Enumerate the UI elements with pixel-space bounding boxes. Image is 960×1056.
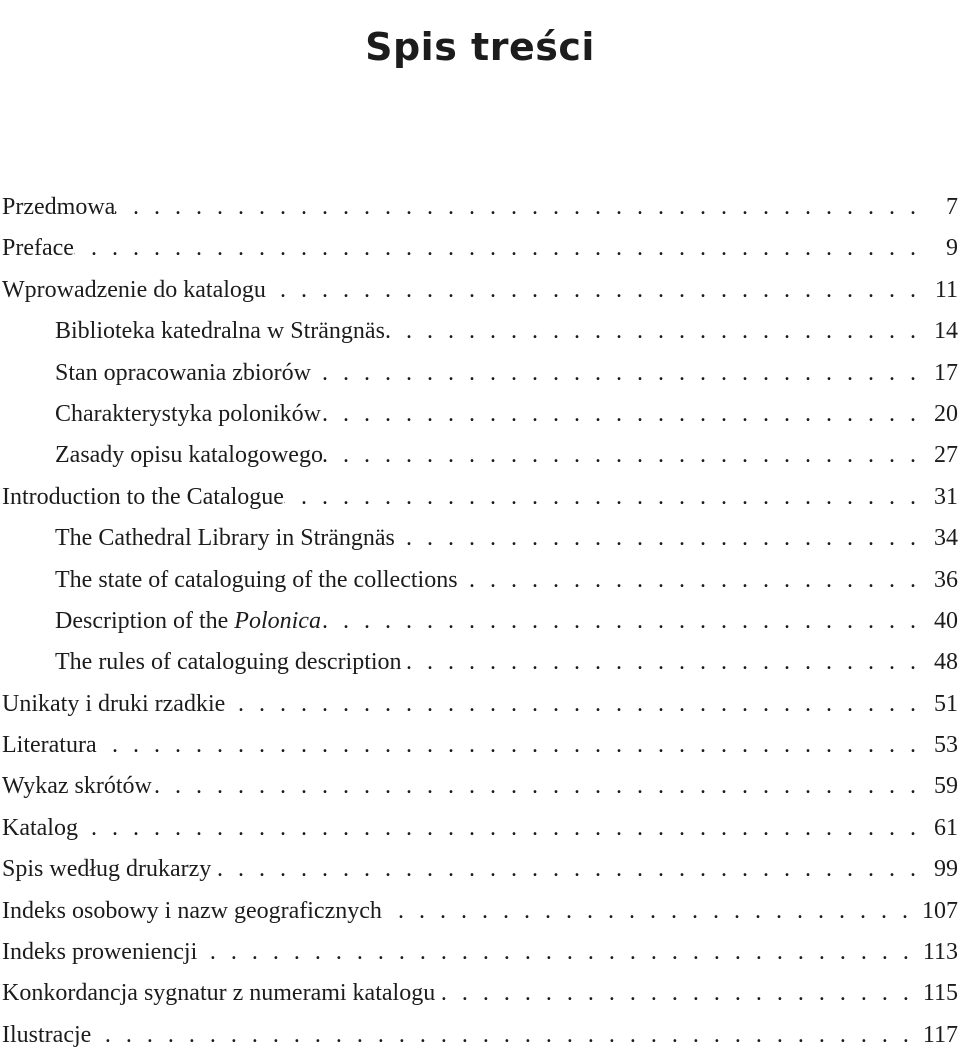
toc-entry-title: Wykaz skrótów bbox=[2, 773, 152, 800]
toc-entry[interactable] bbox=[2, 849, 958, 890]
toc-entry-title: Unikaty i druki rzadkie bbox=[2, 690, 226, 717]
toc-entry-title: Przedmowa bbox=[2, 194, 116, 220]
toc-entry-title: Biblioteka katedralna w Strängnäs bbox=[55, 318, 385, 345]
dot-leader bbox=[197, 932, 923, 973]
toc-entry-title: Zasady opisu katalogowego bbox=[55, 442, 323, 469]
toc-entry-title: Stan opracowania zbiorów bbox=[55, 359, 311, 386]
toc-entry-page: 34 bbox=[934, 525, 958, 552]
dot-leader bbox=[402, 642, 930, 683]
toc-entry-title: Ilustracje bbox=[2, 1021, 92, 1048]
toc-entry-page: 11 bbox=[934, 276, 958, 303]
toc-entry-page: 117 bbox=[922, 1021, 958, 1048]
toc-subentry[interactable] bbox=[2, 601, 958, 642]
toc-entry[interactable] bbox=[2, 891, 958, 932]
toc-entry[interactable] bbox=[2, 270, 958, 311]
toc-entry[interactable] bbox=[2, 684, 958, 725]
page-title: Spis treści bbox=[365, 25, 595, 70]
toc-entry-title: Indeks proweniencji bbox=[2, 939, 198, 966]
toc-entry-page: 40 bbox=[934, 607, 958, 634]
toc-entry-title-italic: Polonica bbox=[234, 607, 321, 634]
dot-leader bbox=[385, 311, 930, 352]
toc-entry-page: 115 bbox=[922, 980, 958, 1007]
toc-entry-title: The state of cataloguing of the collections bbox=[55, 566, 458, 593]
toc-entry-title: Indeks osobowy i nazw geograficznych bbox=[2, 897, 382, 924]
toc-entry-page: 27 bbox=[934, 442, 958, 469]
toc-entry-title: Preface bbox=[2, 235, 74, 262]
toc-entry[interactable] bbox=[2, 477, 958, 518]
toc-entry-page: 31 bbox=[934, 483, 958, 510]
toc-entry-page: 113 bbox=[922, 939, 958, 966]
toc-entry-title: Katalog bbox=[2, 814, 78, 841]
toc-entry-page: 51 bbox=[934, 690, 958, 717]
toc-entry-page: 9 bbox=[946, 235, 958, 262]
dot-leader bbox=[78, 808, 930, 849]
dot-leader bbox=[266, 270, 930, 311]
dot-leader bbox=[211, 849, 930, 890]
dot-leader bbox=[74, 228, 930, 269]
toc-entry-page: 107 bbox=[922, 897, 958, 924]
toc-entry-title-text: Description of the bbox=[55, 607, 235, 634]
toc-entry-page: 7 bbox=[946, 194, 958, 220]
toc-entry-title: Charakterystyka poloników bbox=[55, 400, 321, 427]
toc-entry-page: 61 bbox=[934, 814, 958, 841]
dot-leader bbox=[458, 560, 930, 601]
toc-entry-page: 59 bbox=[934, 773, 958, 800]
toc-entry[interactable] bbox=[2, 932, 958, 973]
dot-leader bbox=[435, 973, 923, 1014]
toc-entry-title: Introduction to the Catalogue bbox=[2, 483, 284, 510]
toc-entry-page: 20 bbox=[934, 400, 958, 427]
toc-entry-title: The Cathedral Library in Strängnäs bbox=[55, 525, 395, 552]
toc-entry-title: Wprowadzenie do katalogu bbox=[2, 276, 266, 303]
toc-entry[interactable] bbox=[2, 766, 958, 807]
toc-entry[interactable] bbox=[2, 973, 958, 1014]
dot-leader bbox=[152, 766, 930, 807]
toc-entry[interactable] bbox=[2, 1015, 958, 1056]
toc-entry[interactable] bbox=[2, 808, 958, 849]
toc-entry[interactable] bbox=[2, 228, 958, 269]
toc-entry-title bbox=[55, 601, 321, 642]
toc-subentry[interactable] bbox=[2, 642, 958, 683]
dot-leader bbox=[321, 601, 930, 642]
dot-leader bbox=[115, 187, 930, 228]
dot-leader bbox=[382, 891, 922, 932]
toc-entry-page: 53 bbox=[934, 732, 958, 759]
dot-leader bbox=[284, 477, 930, 518]
toc-subentry[interactable] bbox=[2, 560, 958, 601]
toc-entry-page: 14 bbox=[934, 318, 958, 345]
table-of-contents bbox=[2, 187, 958, 1056]
toc-entry-page: 99 bbox=[934, 856, 958, 883]
dot-leader bbox=[321, 394, 930, 435]
toc-entry-page: 48 bbox=[934, 649, 958, 676]
dot-leader bbox=[97, 725, 930, 766]
toc-subentry[interactable] bbox=[2, 394, 958, 435]
toc-entry-title: The rules of cataloguing description bbox=[55, 649, 402, 676]
toc-subentry[interactable] bbox=[2, 311, 958, 352]
toc-entry[interactable] bbox=[2, 187, 958, 228]
toc-subentry[interactable] bbox=[2, 435, 958, 476]
toc-entry-title: Spis według drukarzy bbox=[2, 856, 212, 883]
toc-entry-page: 36 bbox=[934, 566, 958, 593]
toc-entry-page: 17 bbox=[934, 359, 958, 386]
dot-leader bbox=[323, 435, 930, 476]
toc-entry-title: Konkordancja sygnatur z numerami katalogu bbox=[2, 980, 436, 1007]
toc-subentry[interactable] bbox=[2, 518, 958, 559]
toc-entry-title: Literatura bbox=[2, 732, 97, 759]
dot-leader bbox=[91, 1015, 923, 1056]
toc-entry[interactable] bbox=[2, 725, 958, 766]
dot-leader bbox=[225, 684, 930, 725]
dot-leader bbox=[311, 353, 930, 394]
dot-leader bbox=[395, 518, 930, 559]
toc-subentry[interactable] bbox=[2, 353, 958, 394]
